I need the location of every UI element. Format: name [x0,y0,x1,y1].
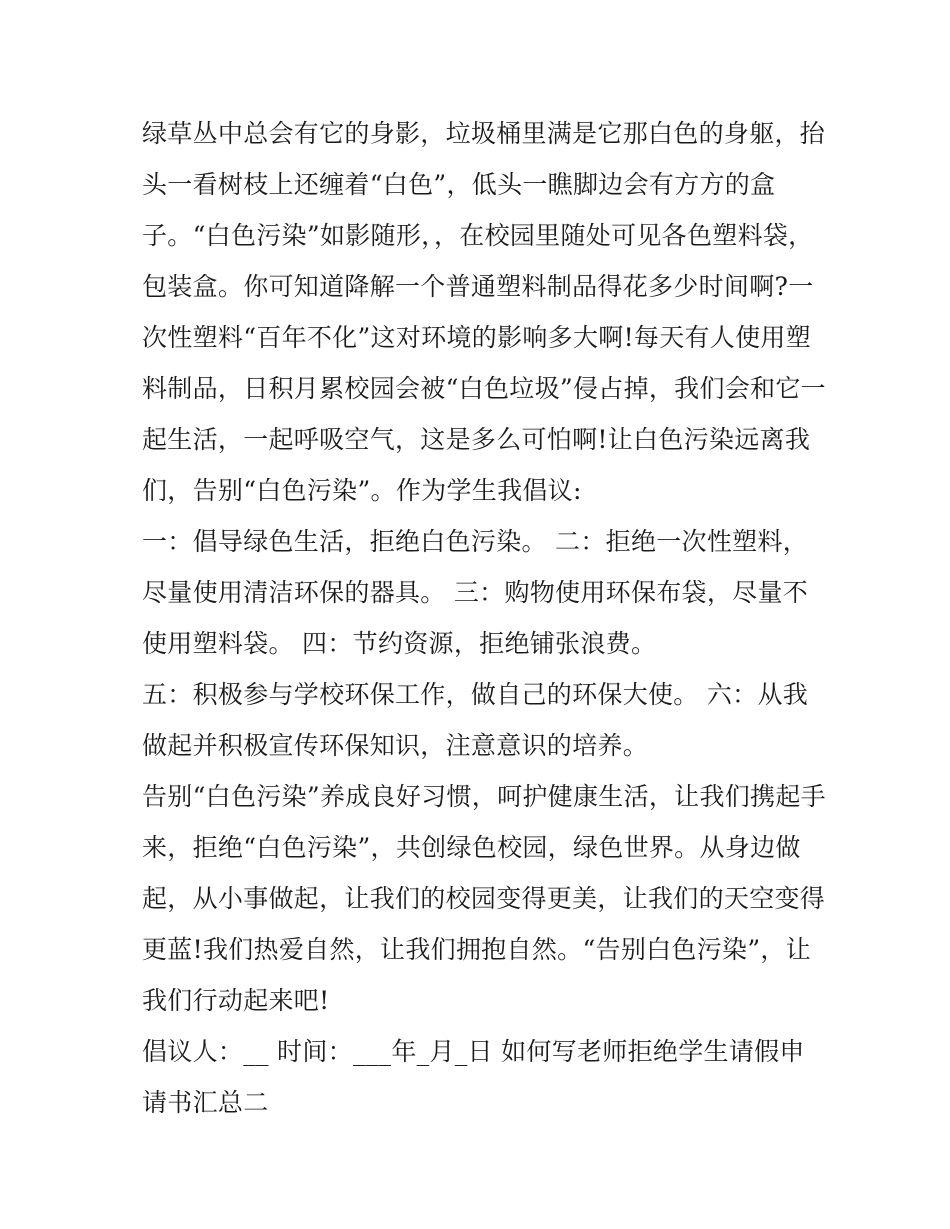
text-line: 料制品，日积月累校园会被“白色垃圾”侵占掉，我们会和它一 [142,374,826,403]
signature-line: 倡议人：__ 时间：___年_月_日 如何写老师拒绝学生请假申 [142,1037,805,1066]
text-line: 头一看树枝上还缠着“白色”，低头一瞧脚边会有方方的盒 [142,170,776,199]
text-line: 我们行动起来吧! [142,986,330,1015]
document-body [142,108,826,1128]
text-line: 起生活，一起呼吸空气，这是多么可怕啊!让白色污染远离我 [142,425,811,454]
proposal-line: 做起并积极宣传环保知识，注意意识的培养。 [142,731,649,760]
proposal-line: 一：倡导绿色生活，拒绝白色污染。 二：拒绝一次性塑料， [142,527,809,556]
text-line: 们，告别“白色污染”。作为学生我倡议: [142,476,582,505]
text-line: 起，从小事做起，让我们的校园变得更美，让我们的天空变得 [142,884,826,913]
text-line: 子。“白色污染”如影随形，，在校园里随处可见各色塑料袋， [142,221,814,250]
text-line: 更蓝!我们热爱自然，让我们拥抱自然。“告别白色污染”，让 [142,935,812,964]
text-line: 包装盒。你可知道降解一个普通塑料制品得花多少时间啊?一 [142,272,814,301]
text-line: 次性塑料“百年不化”这对环境的影响多大啊!每天有人使用塑 [142,323,812,352]
text-line: 绿草丛中总会有它的身影，垃圾桶里满是它那白色的身躯，抬 [142,119,826,148]
text-line: 来，拒绝“白色污染”，共创绿色校园，绿色世界。从身边做 [142,833,801,862]
proposal-line: 使用塑料袋。 四：节约资源，拒绝铺张浪费。 [142,629,657,658]
text-line: 告别“白色污染”养成良好习惯，呵护健康生活，让我们携起手 [142,782,826,811]
section-heading: 请书汇总二 [142,1088,269,1117]
proposal-line: 尽量使用清洁环保的器具。 三：购物使用环保布袋，尽量不 [142,578,809,607]
proposal-line: 五：积极参与学校环保工作，做自己的环保大使。 六：从我 [142,680,809,709]
